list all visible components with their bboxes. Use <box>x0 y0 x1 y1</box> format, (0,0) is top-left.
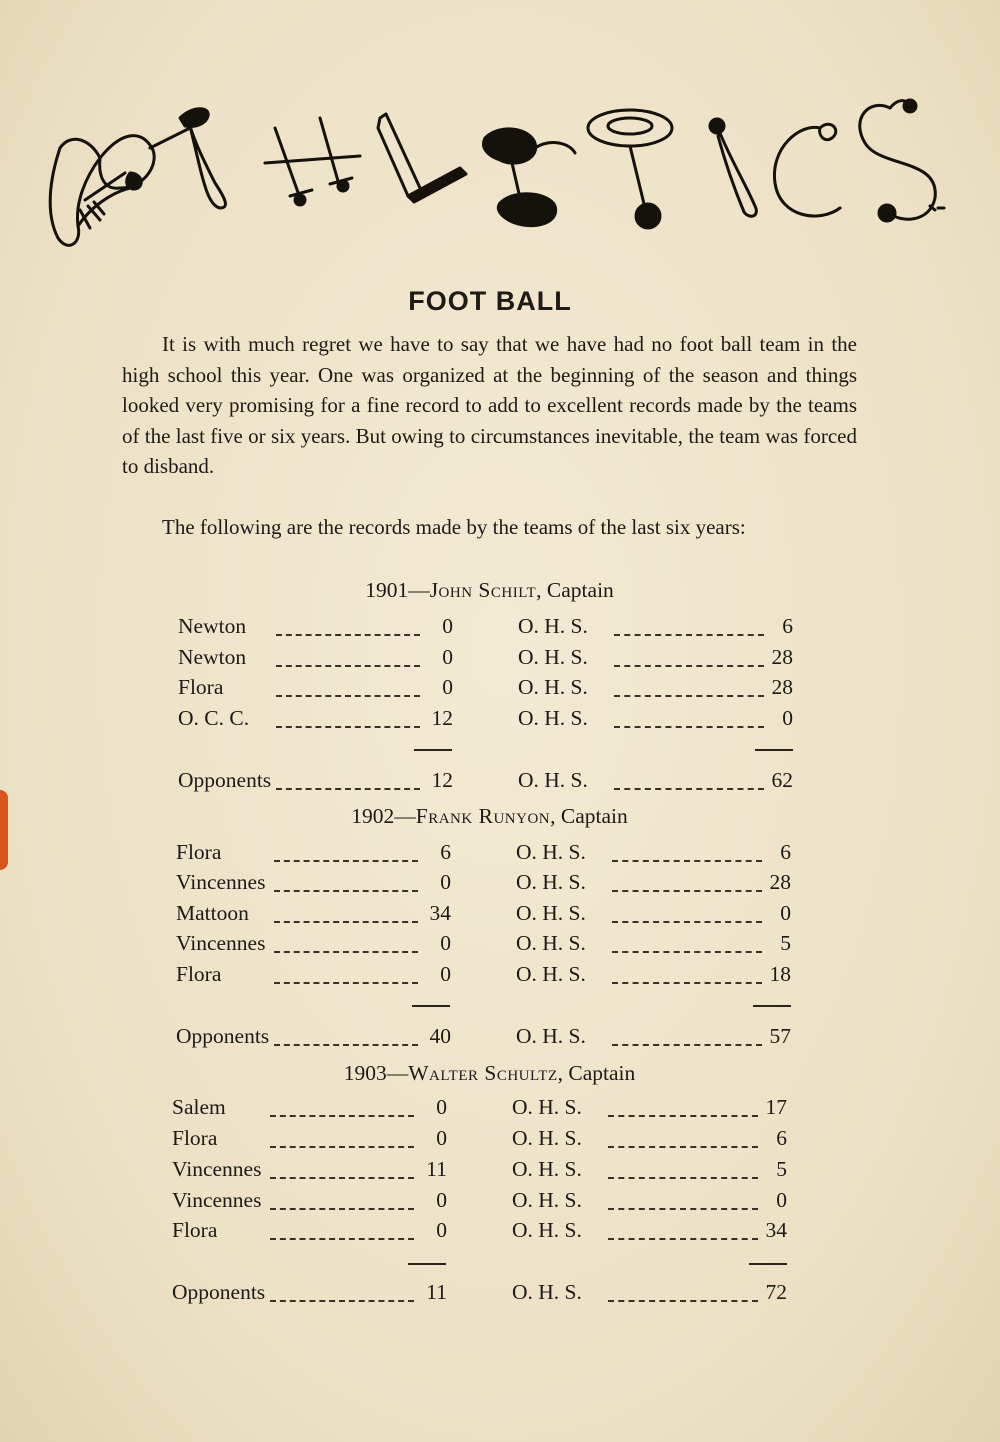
opponent-name: Newton <box>178 614 247 638</box>
ohs-score: 34 <box>765 1218 787 1242</box>
ohs-score: 62 <box>771 768 793 792</box>
opponent-name: Flora <box>176 962 222 986</box>
table-row <box>0 645 1000 675</box>
opponent-score: 0 <box>436 1188 447 1212</box>
opponent-name: Opponents <box>172 1280 266 1304</box>
table-row <box>0 1188 1000 1218</box>
ohs-score: 0 <box>782 706 793 730</box>
table-row <box>0 901 1000 931</box>
table-row <box>0 870 1000 900</box>
ohs-score: 6 <box>782 614 793 638</box>
opponent-score: 11 <box>426 1280 447 1304</box>
ohs-label: O. H. S. <box>512 1218 582 1242</box>
opponent-score: 0 <box>436 1126 447 1150</box>
intro-paragraph <box>122 329 857 482</box>
season-title <box>122 1061 857 1086</box>
letter-i-club-icon <box>710 119 756 216</box>
table-row <box>0 1095 1000 1125</box>
table-row <box>0 962 1000 992</box>
opponent-score: 12 <box>431 706 453 730</box>
season-year: 1901— <box>365 578 430 602</box>
captain-suffix: , Captain <box>536 578 614 602</box>
captain-name: Frank Runyon <box>415 804 551 828</box>
opponent-score: 0 <box>442 675 453 699</box>
table-row <box>0 1126 1000 1156</box>
ohs-label: O. H. S. <box>512 1095 582 1119</box>
ohs-label: O. H. S. <box>516 901 586 925</box>
table-row <box>0 1157 1000 1187</box>
opponent-name: Mattoon <box>176 901 249 925</box>
total-rule <box>749 1263 787 1265</box>
ohs-label: O. H. S. <box>518 706 588 730</box>
letter-a-gloves-icon <box>50 136 154 246</box>
table-row <box>0 1024 1000 1054</box>
ohs-score: 57 <box>769 1024 791 1048</box>
opponent-name: Flora <box>176 840 222 864</box>
records-paragraph <box>122 512 857 543</box>
ohs-label: O. H. S. <box>518 614 588 638</box>
letter-s-jumprope-icon <box>860 100 944 221</box>
opponent-name: Newton <box>178 645 247 669</box>
opponent-name: Flora <box>178 675 224 699</box>
total-rule <box>408 1263 446 1265</box>
opponent-score: 0 <box>442 645 453 669</box>
opponent-score: 6 <box>440 840 451 864</box>
captain-suffix: , Captain <box>550 804 628 828</box>
opponent-score: 0 <box>436 1218 447 1242</box>
table-row <box>0 840 1000 870</box>
ohs-score: 0 <box>780 901 791 925</box>
ohs-score: 5 <box>776 1157 787 1181</box>
opponent-name: Vincennes <box>176 931 266 955</box>
athletics-logo <box>30 88 960 263</box>
ohs-label: O. H. S. <box>512 1280 582 1304</box>
opponent-score: 0 <box>440 962 451 986</box>
opponent-score: 11 <box>426 1157 447 1181</box>
ohs-score: 6 <box>776 1126 787 1150</box>
opponent-name: O. C. C. <box>178 706 250 730</box>
opponent-name: Opponents <box>178 768 272 792</box>
opponent-name: Opponents <box>176 1024 270 1048</box>
captain-name: Walter Schultz <box>408 1061 558 1085</box>
ohs-label: O. H. S. <box>516 931 586 955</box>
letter-t2-discus-icon <box>588 110 672 228</box>
athletics-drawing <box>30 88 960 263</box>
table-row <box>0 1218 1000 1248</box>
ohs-label: O. H. S. <box>516 962 586 986</box>
season-title <box>122 804 857 829</box>
ohs-label: O. H. S. <box>518 645 588 669</box>
ohs-label: O. H. S. <box>512 1188 582 1212</box>
ohs-score: 6 <box>780 840 791 864</box>
opponent-name: Salem <box>172 1095 226 1119</box>
ohs-score: 28 <box>769 870 791 894</box>
letter-e-dumbbell-icon <box>483 129 575 226</box>
table-row <box>0 675 1000 705</box>
opponent-name: Vincennes <box>172 1188 262 1212</box>
letter-h-bars-icon <box>265 118 360 205</box>
opponent-name: Flora <box>172 1218 218 1242</box>
opponent-score: 0 <box>436 1095 447 1119</box>
ohs-score: 28 <box>771 675 793 699</box>
ohs-score: 5 <box>780 931 791 955</box>
intro-paragraph-text: It is with much regret we have to say that we have had no foot ball team in the high school this year. One was organized at the beginning of the season and things looked very promising for a fine record to add to excellent records made by the teams of the last five or six years. But owing to circumstances inevitable, the team was forced to disband. <box>122 332 857 478</box>
ohs-label: O. H. S. <box>516 870 586 894</box>
ohs-score: 0 <box>776 1188 787 1212</box>
opponent-name: Flora <box>172 1126 218 1150</box>
letter-c-rope-icon <box>774 124 840 216</box>
opponent-score: 0 <box>440 870 451 894</box>
table-row <box>0 706 1000 736</box>
records-paragraph-text: The following are the records made by the teams of the last six years: <box>162 515 746 539</box>
opponent-score: 40 <box>429 1024 451 1048</box>
letter-l-bat-icon <box>378 114 466 202</box>
opponent-name: Vincennes <box>176 870 266 894</box>
table-row <box>0 614 1000 644</box>
ohs-score: 72 <box>765 1280 787 1304</box>
ohs-label: O. H. S. <box>516 840 586 864</box>
opponent-score: 0 <box>440 931 451 955</box>
opponent-score: 0 <box>442 614 453 638</box>
total-rule <box>414 749 452 751</box>
page-title: FOOT BALL <box>408 286 572 316</box>
total-rule <box>412 1005 450 1007</box>
letter-t-club-icon <box>150 109 225 208</box>
ohs-score: 28 <box>771 645 793 669</box>
opponent-name: Vincennes <box>172 1157 262 1181</box>
ohs-label: O. H. S. <box>516 1024 586 1048</box>
season-year: 1902— <box>351 804 416 828</box>
season-year: 1903— <box>343 1061 409 1085</box>
table-row <box>0 1280 1000 1310</box>
ohs-label: O. H. S. <box>518 675 588 699</box>
total-rule <box>753 1005 791 1007</box>
opponent-score: 34 <box>429 901 451 925</box>
ohs-score: 17 <box>765 1095 787 1119</box>
ohs-label: O. H. S. <box>512 1157 582 1181</box>
captain-suffix: , Captain <box>557 1061 636 1085</box>
table-row <box>0 931 1000 961</box>
total-rule <box>755 749 793 751</box>
ohs-label: O. H. S. <box>518 768 588 792</box>
ohs-label: O. H. S. <box>512 1126 582 1150</box>
captain-name: John Schilt <box>429 578 537 602</box>
ohs-score: 18 <box>769 962 791 986</box>
table-row <box>0 768 1000 798</box>
opponent-score: 12 <box>431 768 453 792</box>
season-title <box>122 578 857 603</box>
